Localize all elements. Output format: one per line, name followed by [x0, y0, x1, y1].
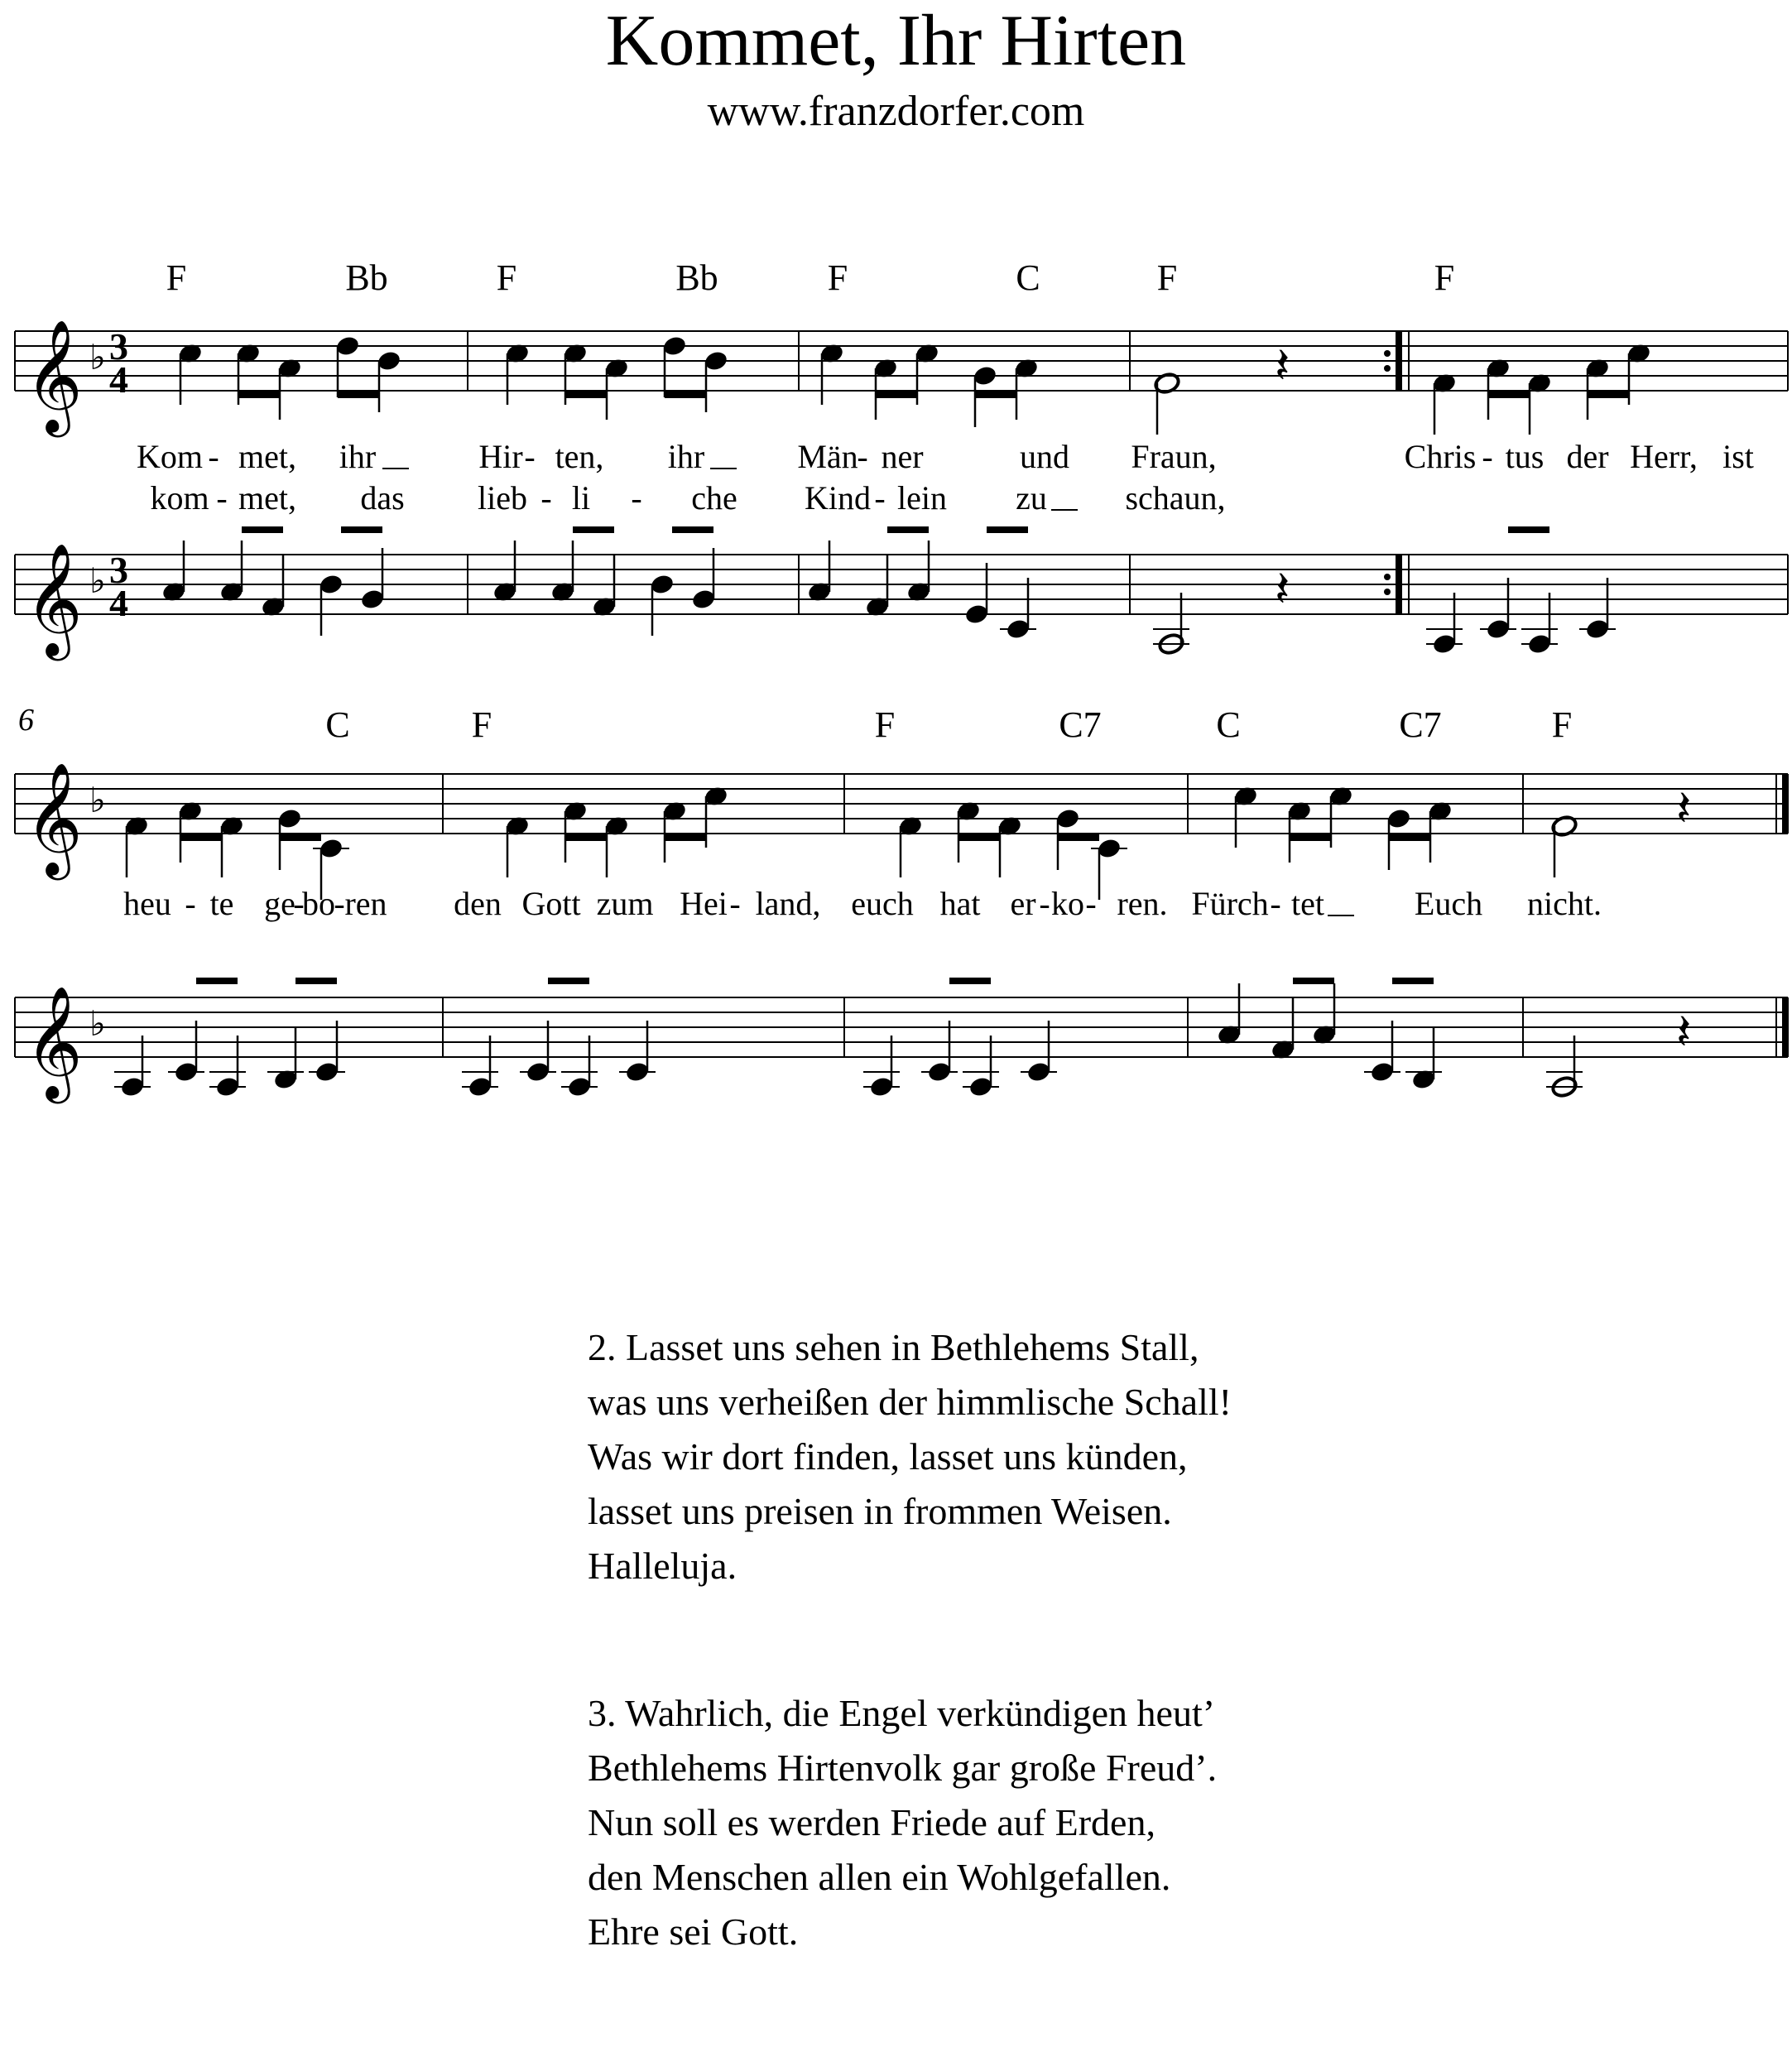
lyric-syllable: tus [1505, 438, 1545, 475]
lyric-syllable: che [691, 479, 737, 517]
lyric-hyphen: - [1482, 438, 1493, 475]
lyric-syllable: Fraun, [1131, 438, 1217, 475]
lyric-hyphen: - [208, 438, 219, 475]
lyric-hyphen: - [185, 885, 196, 922]
flat-icon: ♭ [89, 560, 106, 601]
music-notation [15, 318, 1788, 1103]
website-url: www.franzdorfer.com [707, 88, 1085, 135]
verse-line: den Menschen allen ein Wohlgefallen. [588, 1856, 1171, 1898]
measure-number: 6 [18, 703, 34, 738]
lyric-syllable: ist [1722, 438, 1754, 475]
chord-symbol: F [1551, 704, 1573, 745]
lyric-syllable: ner [881, 438, 924, 475]
lyric-syllable: Gott [521, 885, 581, 922]
lyric-hyphen: - [857, 438, 868, 475]
quarter-rest-icon: 𝄽 [1275, 560, 1290, 618]
lyric-syllable: ge [264, 885, 295, 922]
chord-symbol: F [1434, 257, 1455, 298]
verse-line: Bethlehems Hirtenvolk gar große Freud’. [588, 1747, 1218, 1789]
repeat-dot [1384, 589, 1391, 595]
lyric-syllable: lieb [478, 479, 527, 517]
lyric-syllable: land, [755, 885, 821, 922]
chord-symbol: F [166, 257, 187, 298]
verse-line: Was wir dort finden, lasset uns künden, [588, 1435, 1188, 1478]
lyric-syllable: Hei [680, 885, 728, 922]
treble-clef-icon: 𝄞 [25, 541, 83, 656]
lyric-syllable: Euch [1414, 885, 1483, 922]
lyric-syllable: schaun, [1125, 479, 1226, 517]
lyric-syllable: heu [123, 885, 171, 922]
lyric-hyphen: - [631, 479, 642, 517]
verse-line: lasset uns preisen in frommen Weisen. [588, 1490, 1172, 1532]
lyric-syllable: zu [1016, 479, 1047, 517]
lyric-syllable: Kind [805, 479, 871, 517]
lyric-syllable: er [1010, 885, 1036, 922]
lyric-hyphen: - [1039, 885, 1050, 922]
chord-symbol: C7 [1059, 704, 1102, 745]
lyric-syllable: met, [238, 438, 296, 475]
chord-symbol: C7 [1399, 704, 1442, 745]
lyric-syllable: Herr, [1630, 438, 1698, 475]
lyric-syllable: lein [897, 479, 947, 517]
chord-symbol: C [1216, 704, 1241, 745]
song-title: Kommet, Ihr Hirten [605, 1, 1187, 81]
lyric-syllable: bo [302, 885, 335, 922]
quarter-rest-icon: 𝄽 [1275, 337, 1290, 395]
time-signature-denominator: 4 [109, 582, 128, 624]
lyric-hyphen: - [874, 479, 886, 517]
lyric-syllable: tet [1291, 885, 1324, 922]
verse-line: Halleluja. [588, 1545, 737, 1587]
lyric-hyphen: - [293, 885, 305, 922]
lyric-syllable: ihr [667, 438, 705, 475]
treble-clef-icon: 𝄞 [25, 761, 83, 875]
verse-line: Nun soll es werden Friede auf Erden, [588, 1801, 1155, 1843]
repeat-dot [1384, 365, 1391, 372]
verse-line: Ehre sei Gott. [588, 1910, 799, 1953]
flat-icon: ♭ [89, 1003, 106, 1044]
treble-clef-icon: 𝄞 [25, 318, 83, 432]
additional-verses [588, 1320, 1232, 2052]
verse-2 [588, 1320, 1232, 1593]
lyric-syllable: euch [851, 885, 914, 922]
chord-symbol: F [827, 257, 848, 298]
repeat-dot [1384, 350, 1391, 357]
lyric-hyphen: - [216, 479, 228, 517]
lyric-syllable: ren [344, 885, 387, 922]
quarter-rest-icon: 𝄽 [1676, 1003, 1692, 1061]
lyric-syllable: te [209, 885, 234, 922]
flat-icon: ♭ [89, 780, 106, 820]
chord-symbol: F [874, 704, 896, 745]
lyric-syllable: ko [1051, 885, 1084, 922]
chord-symbol: F [1156, 257, 1178, 298]
chord-symbol: C [1016, 257, 1040, 298]
lyric-hyphen: - [540, 479, 552, 517]
verse-line: 2. Lasset uns sehen in Bethlehems Stall, [588, 1326, 1199, 1368]
lyric-syllable: den [454, 885, 502, 922]
lyric-syllable: li [571, 479, 591, 517]
verse-3 [588, 1686, 1232, 1959]
repeat-dot [1384, 574, 1391, 580]
lyric-syllable: ren. [1117, 885, 1168, 922]
verse-line: 3. Wahrlich, die Engel verkündigen heut’ [588, 1692, 1216, 1734]
lyric-syllable: met, [238, 479, 296, 517]
lyric-syllable: nicht. [1527, 885, 1602, 922]
lyric-syllable: und [1020, 438, 1069, 475]
lyric-syllable: Chris [1404, 438, 1477, 475]
lyrics-system-2 [123, 885, 1602, 922]
lyrics-verse-1-system-1 [137, 438, 1754, 475]
time-signature-numerator: 3 [109, 549, 128, 591]
time-signature-numerator: 3 [109, 325, 128, 368]
lyric-hyphen: - [334, 885, 345, 922]
lyric-syllable: ten, [555, 438, 604, 475]
lyric-syllable: ihr [339, 438, 377, 475]
lyric-syllable: der [1566, 438, 1609, 475]
lyric-syllable: hat [939, 885, 981, 922]
lyric-syllable: kom [150, 479, 209, 517]
lyric-hyphen: - [1270, 885, 1281, 922]
chord-symbol: F [471, 704, 492, 745]
lyric-syllable: Fürch [1191, 885, 1269, 922]
chord-symbol: C [325, 704, 350, 745]
chord-symbol: F [496, 257, 517, 298]
lyric-syllable: das [360, 479, 405, 517]
verse-line: was uns verheißen der himmlische Schall! [588, 1381, 1232, 1423]
lyric-hyphen: - [1085, 885, 1097, 922]
treble-clef-icon: 𝄞 [25, 984, 83, 1098]
lyric-syllable: Hir [478, 438, 523, 475]
quarter-rest-icon: 𝄽 [1676, 780, 1692, 838]
flat-icon: ♭ [89, 337, 106, 377]
chord-symbol: Bb [345, 257, 388, 298]
lyrics-verse-2-system-1 [150, 479, 1225, 517]
lyric-hyphen: - [729, 885, 741, 922]
lyric-syllable: Kom [137, 438, 203, 475]
lyric-hyphen: - [524, 438, 536, 475]
chord-symbol: Bb [675, 257, 718, 298]
time-signature-denominator: 4 [109, 358, 128, 401]
lyric-syllable: zum [596, 885, 654, 922]
lyric-syllable: Män [797, 438, 858, 475]
